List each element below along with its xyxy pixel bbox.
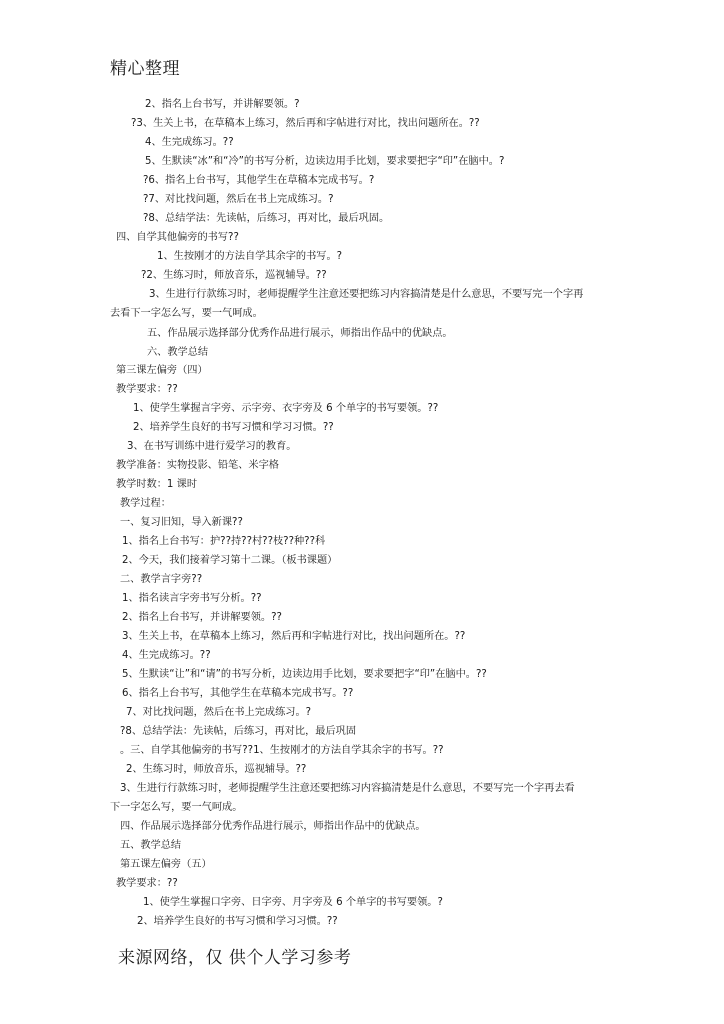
text-line: ?8、总结学法：先读帖，后练习，再对比，最后巩固。	[143, 213, 390, 224]
text-line: 1、使学生掌握口字旁、日字旁、月字旁及 6 个单字的书写要领。?	[143, 897, 443, 908]
page-footer: 来源网络，仅 供个人学习参考	[118, 948, 352, 968]
text-line: ?3、生关上书，在草稿本上练习，然后再和字帖进行对比，找出问题所在。??	[131, 118, 480, 129]
section-heading: 一、复习旧知，导入新课??	[120, 517, 243, 528]
text-line: 去看下一字怎么写，要一气呵成。	[110, 308, 263, 319]
section-heading: 二、教学言字旁??	[120, 574, 203, 585]
text-line: 4、生完成练习。??	[122, 650, 211, 661]
text-line: 6、指名上台书写，其他学生在草稿本完成书写。??	[122, 688, 354, 699]
text-line: 教学准备：实物投影、铅笔、米字格	[116, 460, 279, 471]
text-line: 1、指名读言字旁书写分析。??	[122, 593, 262, 604]
text-line: 2、生练习时，师放音乐，巡视辅导。??	[126, 764, 307, 775]
text-line: 2、今天，我们接着学习第十二课。（板书课题）	[122, 555, 338, 566]
text-line: 六、教学总结	[147, 347, 209, 358]
text-line: 五、教学总结	[120, 840, 182, 851]
text-line: 教学要求：??	[116, 384, 178, 395]
section-heading: 四、自学其他偏旁的书写??	[116, 232, 239, 243]
page-header: 精心整理	[110, 59, 180, 79]
text-line: 3、生进行行款练习时，老师提醒学生注意还要把练习内容搞清楚是什么意思，不要写完一个字再	[149, 289, 584, 300]
text-line: 4、生完成练习。??	[145, 137, 234, 148]
text-line: 1、生按刚才的方法自学其余字的书写。?	[157, 251, 343, 262]
text-line: 2、培养学生良好的书写习惯和学习习惯。??	[133, 422, 334, 433]
text-line: ?2、生练习时，师放音乐，巡视辅导。??	[141, 270, 327, 281]
text-line: 3、生进行行款练习时，老师提醒学生注意还要把练习内容搞清楚是什么意思，不要写完一个字再去看	[120, 783, 575, 794]
text-line: 3、在书写训练中进行爱学习的教育。	[127, 441, 297, 452]
text-line: 3、生关上书，在草稿本上练习，然后再和字帖进行对比，找出问题所在。??	[122, 631, 466, 642]
text-line: ?6、指名上台书写，其他学生在草稿本完成书写。?	[143, 175, 375, 186]
text-line: 7、对比找问题，然后在书上完成练习。?	[126, 707, 312, 718]
text-line: 五、作品展示选择部分优秀作品进行展示，师指出作品中的优缺点。	[147, 328, 453, 339]
text-line: 1、指名上台书写：护??持??村??枝??种??科	[122, 536, 326, 547]
text-line: 5、生默读“冰”和“冷”的书写分析，边读边用手比划，要求要把字“印”在脑中。?	[145, 156, 505, 167]
text-line: 教学要求：??	[116, 878, 178, 889]
text-line: 。三、自学其他偏旁的书写??1、生按刚才的方法自学其余字的书写。??	[120, 745, 444, 756]
text-line: 教学时数：1 课时	[116, 479, 198, 490]
lesson-title: 第五课左偏旁（五）	[120, 859, 212, 870]
text-line: 下一字怎么写，要一气呵成。	[110, 802, 243, 813]
text-line: 2、培养学生良好的书写习惯和学习习惯。??	[137, 916, 338, 927]
text-line: 2、指名上台书写，并讲解要领。?	[145, 99, 300, 110]
lesson-title: 第三课左偏旁（四）	[116, 365, 208, 376]
text-line: 四、作品展示选择部分优秀作品进行展示，师指出作品中的优缺点。	[120, 821, 426, 832]
text-line: 1、使学生掌握言字旁、示字旁、衣字旁及 6 个单字的书写要领。??	[133, 403, 439, 414]
text-line: ?7、对比找问题，然后在书上完成练习。?	[143, 194, 334, 205]
text-line: ?8、总结学法：先读帖，后练习，再对比，最后巩固	[120, 726, 357, 737]
text-line: 5、生默读“让”和“请”的书写分析，边读边用手比划，要求要把字“印”在脑中。??	[122, 669, 487, 680]
text-line: 教学过程：	[120, 498, 171, 509]
text-line: 2、指名上台书写，并讲解要领。??	[122, 612, 282, 623]
